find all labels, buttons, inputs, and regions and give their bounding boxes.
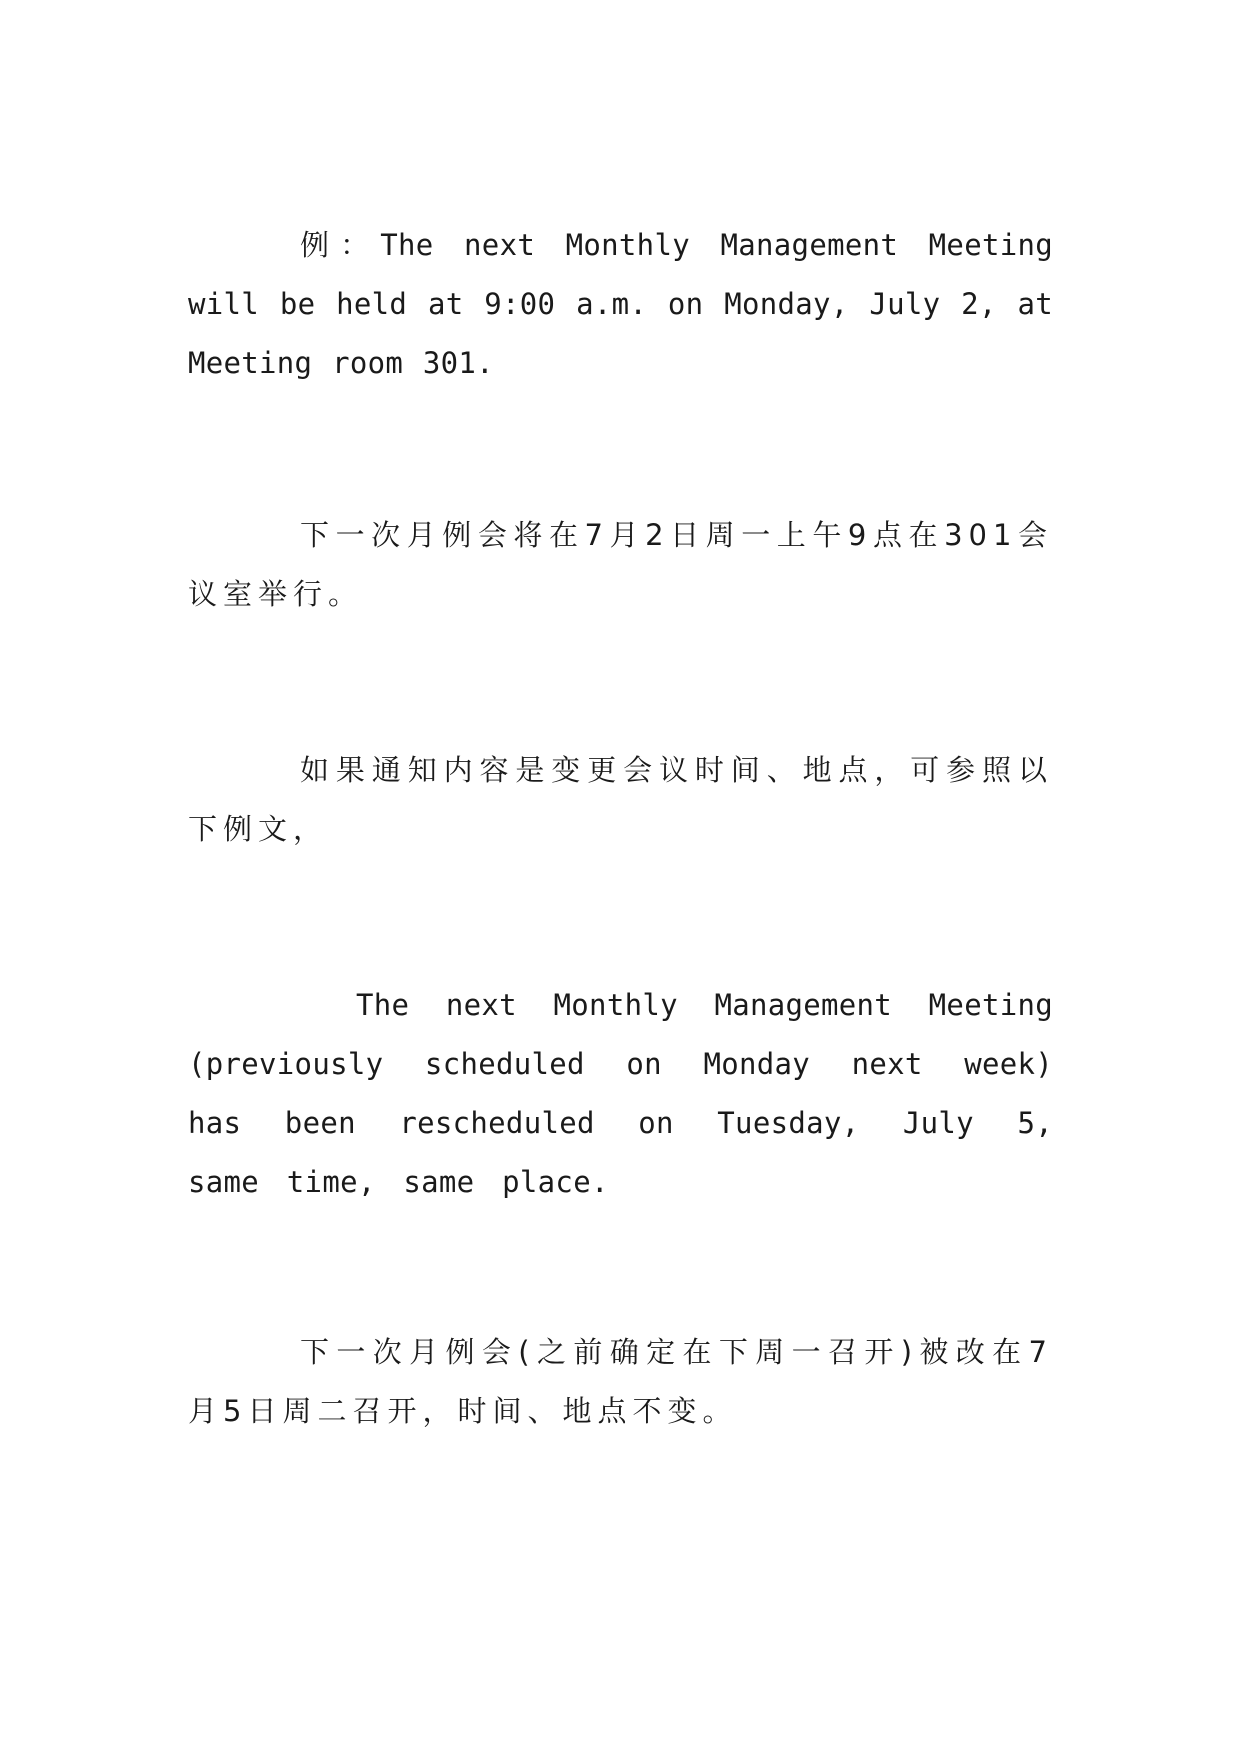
reschedule-sentence-chinese: 下一次月例会(之前确定在下周一召开)被改在7月5日周二召开，时间、地点不变。	[188, 1335, 1053, 1428]
reschedule-intro: 如果通知内容是变更会议时间、地点，可参照以下例文，	[188, 753, 1053, 846]
example-sentence-chinese: 下一次月例会将在7月2日周一上午9点在301会议室举行。	[188, 518, 1053, 611]
reschedule-sentence-english: The next Monthly Management Meeting (previously scheduled on Monday next week) has been rescheduled on Tuesday, July 5, same time, same place.	[188, 988, 1053, 1199]
example-sentence-english: 例：The next Monthly Management Meeting will be held at 9:00 a.m. on Monday, July 2, at Meeting room 301.	[188, 228, 1053, 380]
